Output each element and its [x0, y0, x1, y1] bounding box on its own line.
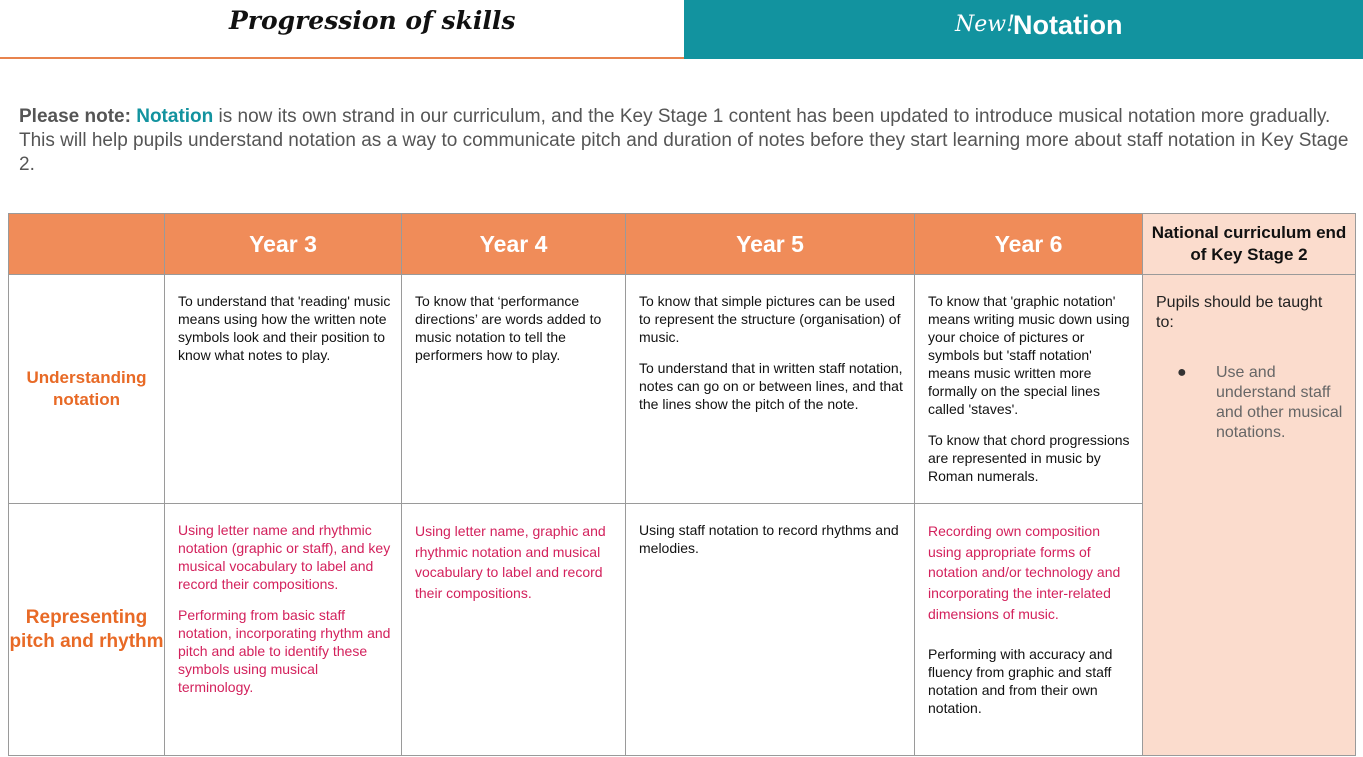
cell-text: To understand that 'reading' music means using how the written note symbols look and their position to know what notes to play.	[178, 293, 391, 363]
cell-text: To understand that in written staff notation, notes can go on or between lines, and that the lines show the pitch of the note.	[639, 360, 903, 412]
cell-text: To know that chord progressions are represented in music by Roman numerals.	[928, 432, 1130, 484]
col-header-national-curriculum: National curriculum end of Key Stage 2	[1143, 214, 1356, 275]
cell-text: Recording own composition using appropriate forms of notation and/or technology and incorporating the inter-related dimensions of music.	[928, 523, 1121, 622]
progression-table	[8, 213, 1356, 756]
banner-left	[0, 0, 684, 59]
cell-representing-year6	[915, 504, 1143, 756]
cell-understanding-year5	[626, 275, 915, 504]
cell-text: Performing with accuracy and fluency from graphic and staff notation and from their own notation.	[928, 645, 1113, 716]
col-header-year4: Year 4	[402, 214, 626, 275]
nc-bullet-text: Use and understand staff and other musical notations.	[1216, 364, 1343, 441]
cell-representing-year4	[402, 504, 626, 756]
top-banner	[0, 0, 1363, 60]
nc-bullet-list	[1156, 363, 1343, 443]
row-label-understanding-notation: Understanding notation	[9, 275, 165, 504]
cell-text: Performing from basic staff notation, incorporating rhythm and pitch and able to identify these symbols using musical terminology.	[178, 607, 391, 695]
list-item	[1156, 363, 1343, 443]
col-header-year5: Year 5	[626, 214, 915, 275]
note-highlight: Notation	[136, 106, 214, 127]
cell-understanding-year6	[915, 275, 1143, 504]
national-curriculum-cell	[1143, 275, 1356, 756]
row-label-representing-pitch-rhythm: Representing pitch and rhythm	[9, 504, 165, 756]
banner-right	[684, 0, 1363, 59]
cell-text: To know that simple pictures can be used to represent the structure (organisation) of music.	[639, 293, 901, 345]
note-paragraph	[19, 105, 1359, 177]
cell-understanding-year4	[402, 275, 626, 504]
note-prefix: Please note:	[19, 106, 131, 127]
cell-text: Using letter name and rhythmic notation (graphic or staff), and key musical vocabulary to label and record their compositions.	[178, 522, 391, 592]
header-empty-cell	[9, 214, 165, 275]
cell-text: Using staff notation to record rhythms and melodies.	[639, 522, 899, 556]
cell-text: To know that ‘performance directions’ are words added to music notation to tell the performers how to play.	[415, 293, 602, 363]
header-row	[9, 214, 1356, 275]
cell-representing-year5	[626, 504, 915, 756]
cell-text: To know that 'graphic notation' means writing music down using your choice of pictures or symbols but 'staff notation' means music written more formally on the special lines called 'staves'.	[928, 293, 1130, 417]
col-header-year6: Year 6	[915, 214, 1143, 275]
page-title: Notation	[1013, 10, 1123, 40]
bullet-icon: ●	[1177, 364, 1187, 381]
cell-representing-year3	[165, 504, 402, 756]
nc-intro: Pupils should be taught to:	[1156, 294, 1323, 331]
col-header-year3: Year 3	[165, 214, 402, 275]
new-tag: New!	[955, 12, 1015, 37]
cell-understanding-year3	[165, 275, 402, 504]
progression-title: Progression of skills	[229, 6, 516, 35]
note-text: is now its own strand in our curriculum, and the Key Stage 1 content has been updated to introduce musical notation more gradually. This will help pupils understand notation as a way to communicate pitch and duration of notes before they start learning more about staff notation in Key Stage 2.	[19, 106, 1349, 175]
table-row	[9, 275, 1356, 504]
cell-text: Using letter name, graphic and rhythmic notation and musical vocabulary to label and record their compositions.	[415, 523, 606, 602]
